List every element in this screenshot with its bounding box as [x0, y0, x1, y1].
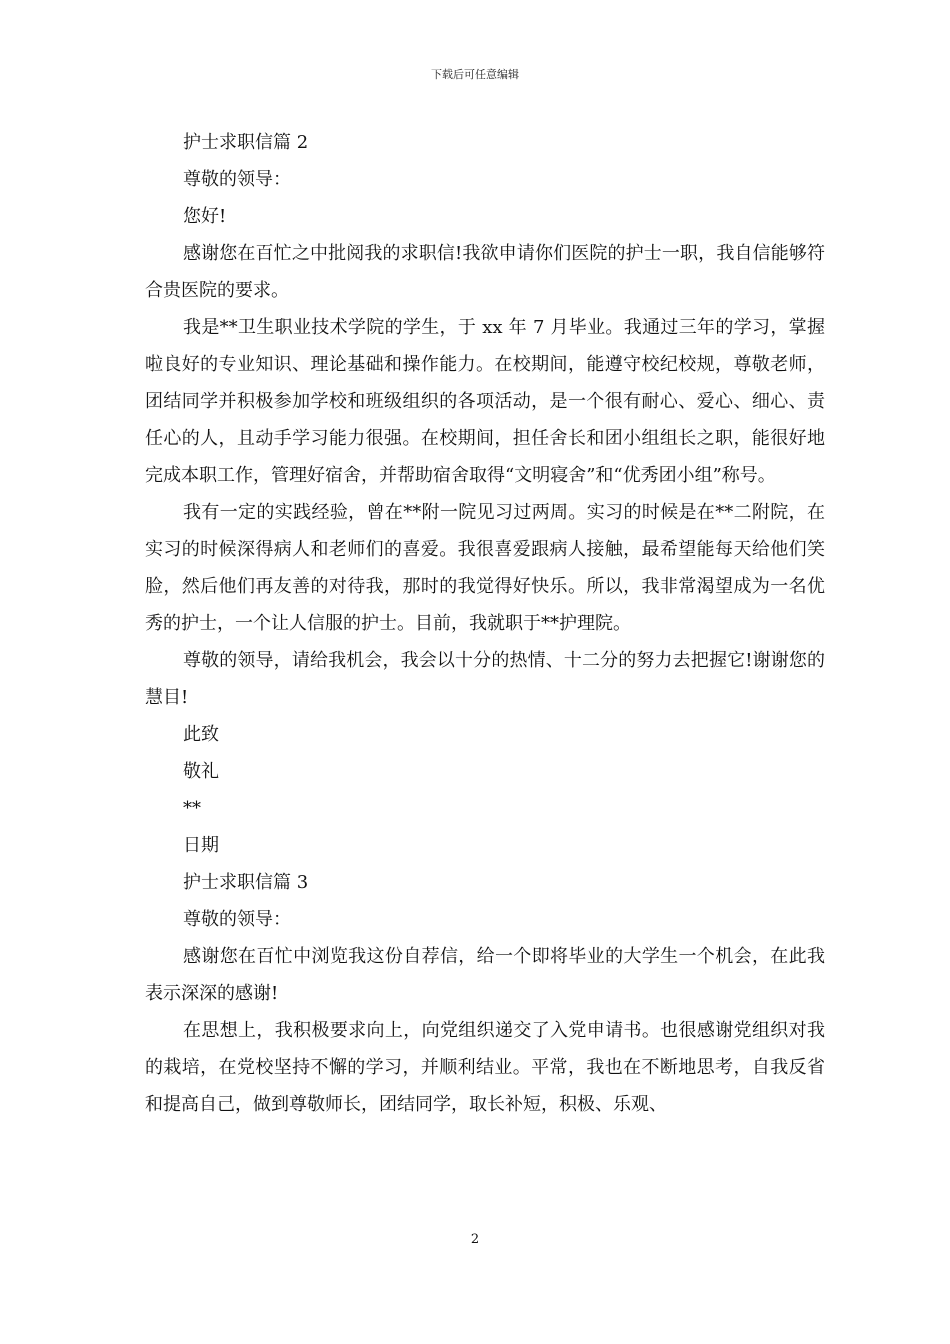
page-header: 下载后可任意编辑: [431, 68, 519, 81]
letter3-paragraph: 感谢您在百忙中浏览我这份自荐信，给一个即将毕业的大学生一个机会，在此我表示深深的感谢!: [145, 946, 825, 1004]
letter2-closing-regards: 敬礼: [183, 761, 219, 782]
page-number: 2: [470, 1232, 480, 1247]
letter3-paragraph: 在思想上，我积极要求向上，向党组织递交了入党申请书。也很感谢党组织对我的栽培，在党校坚持不懈的学习，并顺利结业。平常，我也在不断地思考，自我反省和提高自己，做到尊敬师长，团结同学，取长补短，积极、乐观、: [145, 1020, 825, 1115]
letter2-salutation: 尊敬的领导：: [183, 169, 291, 190]
letter2-greeting: 您好!: [183, 206, 227, 227]
letter2-paragraph: 尊敬的领导，请给我机会，我会以十分的热情、十二分的努力去把握它!谢谢您的慧目!: [145, 650, 825, 708]
letter2-paragraph: 我是**卫生职业技术学院的学生，于 xx 年 7 月毕业。我通过三年的学习，掌握啦良好的专业知识、理论基础和操作能力。在校期间，能遵守校纪校规，尊敬老师，团结同学并积极参加学校和班级组织的各项活动，是一个很有耐心、爱心、细心、责任心的人，且动手学习能力很强。在校期间，担任舍长和团小组组长之职，能很好地完成本职工作，管理好宿舍，并帮助宿舍取得“文明寝舍”和“优秀团小组”称号。: [145, 317, 825, 486]
letter2-paragraph: 我有一定的实践经验，曾在**附一院见习过两周。实习的时候是在**二附院，在实习的时候深得病人和老师们的喜爱。我很喜爱跟病人接触，最希望能每天给他们笑脸，然后他们再友善的对待我，那时的我觉得好快乐。所以，我非常渴望成为一名优秀的护士，一个让人信服的护士。目前，我就职于**护理院。: [145, 502, 825, 634]
letter3-title: 护士求职信篇 3: [183, 872, 309, 893]
letter2-title: 护士求职信篇 2: [183, 132, 309, 153]
letter3-salutation: 尊敬的领导：: [183, 909, 291, 930]
letter2-date: 日期: [183, 835, 219, 856]
letter2-paragraph: 感谢您在百忙之中批阅我的求职信!我欲申请你们医院的护士一职，我自信能够符合贵医院的要求。: [145, 243, 825, 301]
letter2-signature: **: [183, 798, 201, 819]
letter2-closing: 此致: [183, 724, 219, 745]
document-body: [145, 124, 825, 1123]
